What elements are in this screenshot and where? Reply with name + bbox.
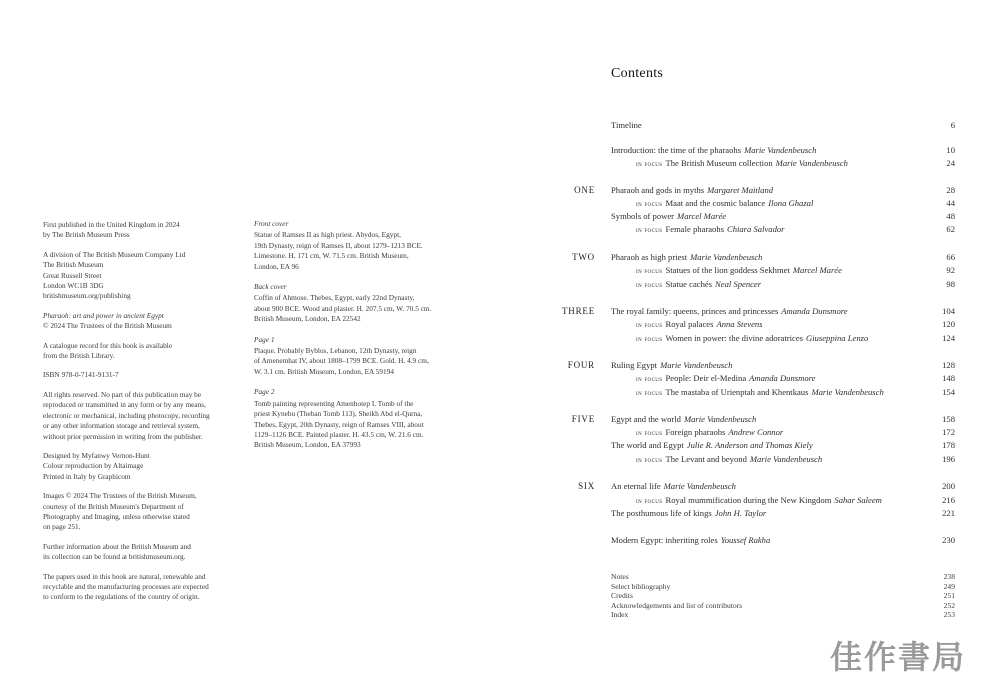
toc-entry-title: An eternal life [611,481,661,491]
toc-entry-title: Foreign pharaohs [665,427,726,437]
toc-entry-page: 230 [942,535,955,545]
toc-entry-title: Royal mummification during the New Kingdom [665,495,832,505]
imprint-line: London WC1B 3DG [43,281,104,291]
toc-entry-author: Ilona Ghazal [768,198,814,208]
caption-line: 19th Dynasty, reign of Ramses II, about 1279–1213 BCE. [254,240,423,250]
imprint-line: Printed in Italy by Graphicom [43,471,131,481]
toc-entry-page: 221 [942,508,955,518]
toc-infocus-entry [636,224,955,235]
toc-infocus-entry [636,198,955,209]
toc-infocus-entry [636,319,955,330]
imprint-line: recyclable and the manufacturing processes are expected [43,581,209,591]
back-matter-title: Index [611,610,629,620]
toc-entry-page: 124 [942,333,955,343]
toc-entry-page: 196 [942,454,955,464]
part-label: ONE [574,185,595,195]
toc-infocus-entry [636,158,955,169]
part-label: FOUR [567,360,595,370]
toc-infocus-entry [636,265,955,276]
back-matter-entry [611,572,955,582]
back-matter-entry [611,582,955,592]
caption-line: Thebes, Egypt, 20th Dynasty, reign of Ramses VIII, about [254,419,424,429]
caption-back-cover [254,282,459,325]
imprint-publisher-address [43,250,243,302]
caption-page-2 [254,387,459,450]
toc-entry [611,120,955,131]
part-label: TWO [572,252,595,262]
imprint-line: All rights reserved. No part of this publication may be [43,389,202,399]
imprint-line: britishmuseum.org/publishing [43,291,131,301]
toc-entry [611,481,955,492]
in-focus-label: in focus [636,374,663,383]
back-matter-page: 238 [943,572,955,581]
toc-entry-title: Women in power: the divine adoratrices [665,333,803,343]
in-focus-label: in focus [636,334,663,343]
back-matter-entry [611,601,955,611]
in-focus-label: in focus [636,428,663,437]
imprint-line: The British Museum [43,260,104,270]
toc-entry-title: Maat and the cosmic balance [665,198,766,208]
toc-entry-author: Margaret Maitland [707,185,774,195]
caption-line: Limestone. H. 171 cm, W. 71.5 cm. British Museum, [254,251,409,261]
back-matter-title: Select bibliography [611,581,671,591]
caption-line: priest Kynebu (Theban Tomb 113), Sheikh Abd el-Qurna, [254,409,423,419]
caption-line: British Museum, London, EA 22542 [254,314,361,324]
toc-entry-author: Marie Vandenbeusch [663,481,736,491]
toc-entry-author: Amanda Dunsmore [749,373,816,383]
toc-entry-author: Marcel Marée [677,211,727,221]
caption-page-1 [254,335,459,378]
toc-entry-title: Female pharaohs [665,224,724,234]
toc-entry-author: Chiara Salvador [726,224,785,234]
toc-infocus-entry [636,387,955,398]
toc-entry-author: Youssef Rakha [720,535,771,545]
toc-infocus-entry [636,279,955,290]
toc-entry-title: People: Deir el-Medina [665,373,747,383]
imprint-copyright [43,311,243,332]
back-matter-page: 252 [943,600,955,610]
toc-entry-author: Marcel Marée [792,265,842,275]
imprint-line: or any other information storage and retrieval system, [43,421,200,431]
imprint-publication [43,220,243,241]
toc-entry-author: Marie Vandenbeusch [749,454,823,464]
imprint-line: Designed by Myfanwy Vernon-Hunt [43,450,150,460]
caption-line: Coffin of Ahmose. Thebes, Egypt, early 22nd Dynasty, [254,293,415,303]
toc-entry-page: 62 [946,224,955,234]
toc-entry [611,306,955,317]
toc-entry-title: Symbols of power [611,211,675,221]
in-focus-label: in focus [636,159,663,168]
toc-entry-page: 28 [946,185,955,195]
toc-entry-page: 92 [946,265,955,275]
toc-entry-title: The royal family: queens, princes and princesses [611,306,779,316]
caption-front-cover [254,219,459,272]
toc-entry-page: 148 [942,373,955,383]
back-matter-entry [611,610,955,620]
toc-entry-title: Egypt and the world [611,414,681,424]
toc-entry-page: 158 [942,414,955,424]
imprint-line: its collection can be found at britishmuseum.org. [43,552,186,562]
back-matter-title: Acknowledgements and list of contributors [611,600,743,610]
toc-entry-author: Marie Vandenbeusch [811,387,884,397]
imprint-line: without prior permission in writing from the publisher. [43,431,203,441]
toc-entry-title: Statues of the lion goddess Sekhmet [665,265,790,275]
toc-infocus-entry [636,427,955,438]
watermark-logo: 佳作書局 [830,638,967,676]
caption-label: Page 1 [254,334,275,344]
part-label: FIVE [571,414,595,424]
part-label: THREE [562,306,595,316]
toc-infocus-entry [636,495,955,506]
imprint-isbn [43,370,243,380]
caption-line: London, EA 96 [254,261,299,271]
toc-entry-page: 24 [946,158,955,168]
back-matter-title: Notes [611,572,629,581]
toc-entry-title: The Levant and beyond [665,454,747,464]
back-matter-list [611,572,955,620]
toc-entry-title: The British Museum collection [665,158,773,168]
back-matter-page: 249 [943,581,955,591]
toc-entry-author: John H. Taylor [714,508,767,518]
imprint-line: Images © 2024 The Trustees of the British Museum, [43,491,197,501]
toc-entry-page: 216 [942,495,955,505]
toc-entry [611,508,955,519]
isbn: ISBN 978-0-7141-9131-7 [43,370,119,380]
back-matter-page: 251 [943,591,955,601]
toc-infocus-entry [636,373,955,384]
toc-entry-page: 104 [942,306,955,316]
imprint-line: courtesy of the British Museum's Department of [43,501,184,511]
imprint-line: The papers used in this book are natural, renewable and [43,571,206,581]
toc-entry [611,252,955,263]
toc-entry-title: Modern Egypt: inheriting roles [611,535,718,545]
back-matter-entry [611,591,955,601]
in-focus-label: in focus [636,320,663,329]
in-focus-label: in focus [636,455,663,464]
book-title: Pharaoh: art and power in ancient Egypt [43,310,164,320]
toc-entry-page: 128 [942,360,955,370]
toc-entry-title: The world and Egypt [611,440,684,450]
toc-entry [611,414,955,425]
toc-entry-author: Marie Vandenbeusch [744,145,817,155]
imprint-catalogue [43,341,243,362]
imprint-rights [43,390,243,442]
toc-entry-title: Timeline [611,120,642,130]
toc-infocus-entry [636,454,955,465]
imprint-line: Great Russell Street [43,270,102,280]
toc-entry-title: Royal palaces [665,319,714,329]
in-focus-label: in focus [636,199,663,208]
imprint-line: Colour reproduction by Altaimage [43,461,144,471]
part-label: SIX [578,481,595,491]
toc-entry-page: 66 [946,252,955,262]
imprint-images [43,491,243,533]
imprint-line: reproduced or transmitted in any form or by any means, [43,400,206,410]
imprint-credits [43,451,243,482]
in-focus-label: in focus [636,225,663,234]
toc-entry-page: 200 [942,481,955,491]
toc-entry-page: 48 [946,211,955,221]
toc-entry-author: Andrew Connor [728,427,784,437]
toc-entry-page: 98 [946,279,955,289]
imprint-line: A division of The British Museum Company Ltd [43,249,186,259]
caption-line: W. 3.1 cm. British Museum, London, EA 59194 [254,366,394,376]
toc-entry [611,145,955,156]
caption-line: of Amenemhat IV, about 1808–1799 BCE. Gold. H. 4.9 cm, [254,356,429,366]
toc-entry [611,535,955,546]
imprint-line: electronic or mechanical, including photocopy, recording [43,410,210,420]
caption-line: Statue of Ramses II as high priest. Abydos, Egypt, [254,230,401,240]
toc-entry-title: Ruling Egypt [611,360,658,370]
toc-entry-author: Marie Vandenbeusch [775,158,848,168]
caption-line: Plaque. Probably Byblos, Lebanon, 12th Dynasty, reign [254,346,417,356]
imprint-line: Photography and Imaging, unless otherwise stated [43,511,190,521]
imprint-further-info [43,542,243,563]
imprint-line: to conform to the regulations of the country of origin. [43,592,200,602]
in-focus-label: in focus [636,388,663,397]
imprint-line: A catalogue record for this book is available [43,340,173,350]
toc-entry-title: Introduction: the time of the pharaohs [611,145,742,155]
in-focus-label: in focus [636,280,663,289]
toc-entry-title: Pharaoh and gods in myths [611,185,705,195]
caption-line: 1129–1126 BCE. Painted plaster. H. 43.5 cm, W. 21.6 cm. [254,429,424,439]
toc-entry-author: Marie Vandenbeusch [660,360,733,370]
toc-entry [611,440,955,451]
imprint-line: by The British Museum Press [43,230,130,240]
back-matter-title: Credits [611,591,633,601]
imprint-line: from the British Library. [43,351,115,361]
toc-entry-author: Sahar Saleem [834,495,882,505]
in-focus-label: in focus [636,266,663,275]
toc-entry-title: The mastaba of Urienptah and Khentkaus [665,387,809,397]
image-captions-column [254,219,459,461]
imprint-papers [43,572,243,603]
toc-entry-author: Anna Stevens [716,319,763,329]
toc-entry-page: 44 [946,198,955,208]
toc-entry-page: 6 [950,120,955,130]
imprint-line: First published in the United Kingdom in 2024 [43,220,180,229]
caption-line: British Museum, London, EA 37993 [254,440,361,450]
caption-line: Tomb painting representing Amenhotep I. Tomb of the [254,398,414,408]
toc-entry-page: 120 [942,319,955,329]
in-focus-label: in focus [636,496,663,505]
toc-entry [611,360,955,371]
toc-entry-title: Statue cachés [665,279,713,289]
toc-entry-author: Marie Vandenbeusch [683,414,757,424]
toc-entry [611,211,955,222]
toc-entry-author: Amanda Dunsmore [781,306,848,316]
toc-entry-page: 10 [946,145,955,155]
imprint-line: on page 251. [43,522,81,532]
toc-entry-author: Marie Vandenbeusch [690,252,763,262]
toc-entry-author: Neal Spencer [715,279,762,289]
caption-label: Back cover [254,282,287,292]
toc-entry-page: 154 [942,387,955,397]
caption-line: about 900 BCE. Wood and plaster. H. 207.5 cm, W. 70.5 cm. [254,303,432,313]
toc-entry-title: The posthumous life of kings [611,508,712,518]
back-matter-page: 253 [943,610,955,620]
imprint-column [43,220,243,612]
toc-entry-page: 172 [942,427,955,437]
toc-entry-title: Pharaoh as high priest [611,252,688,262]
toc-entry-author: Giuseppina Lenzo [805,333,869,343]
toc-entry-page: 178 [942,440,955,450]
toc-entry [611,185,955,196]
toc-entry-author: Julie R. Anderson and Thomas Kiely [686,440,813,450]
toc-infocus-entry [636,333,955,344]
contents-title: Contents [611,66,664,81]
caption-label: Page 2 [254,387,275,397]
imprint-line: © 2024 The Trustees of the British Museum [43,321,172,331]
imprint-line: Further information about the British Museum and [43,541,191,551]
caption-label: Front cover [254,219,289,228]
